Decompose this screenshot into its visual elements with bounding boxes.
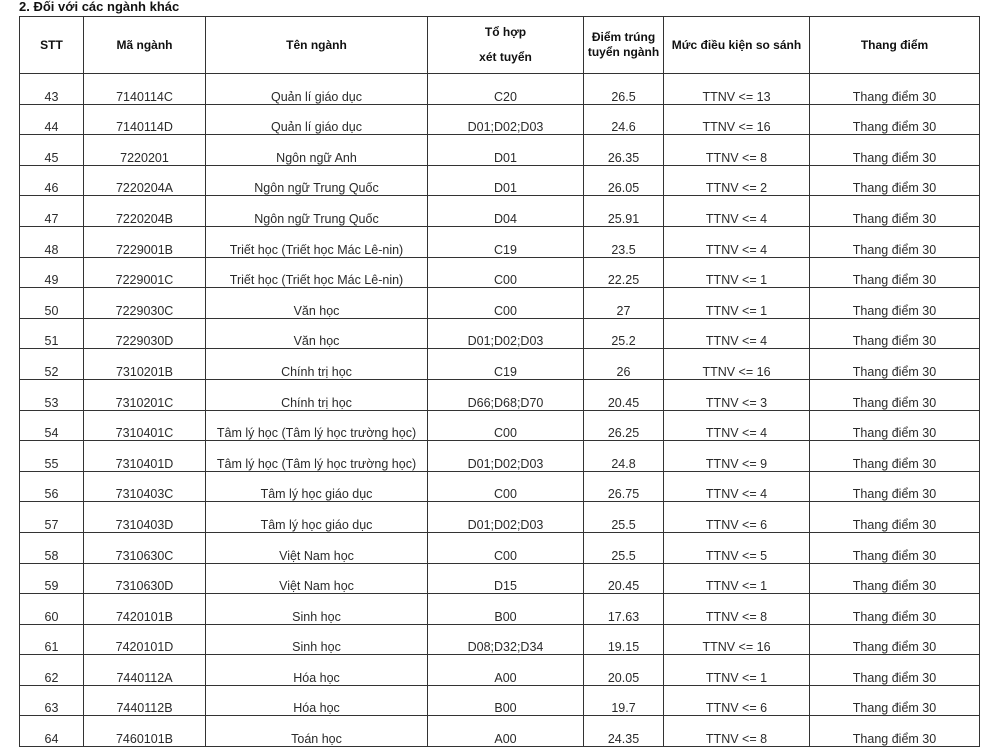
cell-dieu-kien: TTNV <= 4 <box>664 318 810 349</box>
cell-ma-nganh: 7310630C <box>84 532 206 563</box>
cell-ten-nganh: Hóa học <box>206 685 428 716</box>
table-row <box>20 226 980 257</box>
header-ten-nganh: Tên ngành <box>206 17 428 74</box>
cell-to-hop: D66;D68;D70 <box>428 379 584 410</box>
cell-ten-nganh: Ngôn ngữ Trung Quốc <box>206 165 428 196</box>
table-row <box>20 624 980 655</box>
cell-ten-nganh: Chính trị học <box>206 349 428 380</box>
cell-to-hop: C19 <box>428 226 584 257</box>
cell-thang-diem: Thang điểm 30 <box>810 318 980 349</box>
cell-ma-nganh: 7220204B <box>84 196 206 227</box>
cell-stt: 64 <box>20 716 84 747</box>
cell-ma-nganh: 7310403C <box>84 471 206 502</box>
cell-dieu-kien: TTNV <= 5 <box>664 532 810 563</box>
cell-stt: 62 <box>20 655 84 686</box>
cell-stt: 45 <box>20 135 84 166</box>
table-row <box>20 594 980 625</box>
cell-diem: 24.8 <box>584 441 664 472</box>
table-row <box>20 74 980 105</box>
cell-ma-nganh: 7220204A <box>84 165 206 196</box>
cell-ma-nganh: 7140114D <box>84 104 206 135</box>
cell-stt: 54 <box>20 410 84 441</box>
cell-ma-nganh: 7140114C <box>84 74 206 105</box>
cell-stt: 60 <box>20 594 84 625</box>
cell-dieu-kien: TTNV <= 6 <box>664 502 810 533</box>
cell-to-hop: A00 <box>428 716 584 747</box>
cell-diem: 19.7 <box>584 685 664 716</box>
cell-ten-nganh: Việt Nam học <box>206 563 428 594</box>
cell-stt: 63 <box>20 685 84 716</box>
cell-to-hop: A00 <box>428 655 584 686</box>
cell-thang-diem: Thang điểm 30 <box>810 594 980 625</box>
table-row <box>20 502 980 533</box>
cell-ma-nganh: 7310201C <box>84 379 206 410</box>
cell-dieu-kien: TTNV <= 13 <box>664 74 810 105</box>
cell-diem: 26.05 <box>584 165 664 196</box>
header-to-hop <box>428 17 584 74</box>
cell-diem: 26.35 <box>584 135 664 166</box>
cell-stt: 53 <box>20 379 84 410</box>
cell-thang-diem: Thang điểm 30 <box>810 441 980 472</box>
cell-stt: 47 <box>20 196 84 227</box>
cell-dieu-kien: TTNV <= 4 <box>664 226 810 257</box>
cell-ma-nganh: 7310401C <box>84 410 206 441</box>
cell-to-hop: D01 <box>428 135 584 166</box>
cell-dieu-kien: TTNV <= 8 <box>664 135 810 166</box>
cell-thang-diem: Thang điểm 30 <box>810 410 980 441</box>
cell-thang-diem: Thang điểm 30 <box>810 226 980 257</box>
header-diem <box>584 17 664 74</box>
cell-to-hop: D01;D02;D03 <box>428 502 584 533</box>
cell-diem: 25.5 <box>584 502 664 533</box>
header-diem-line2: tuyển ngành <box>587 45 660 59</box>
cell-to-hop: D01;D02;D03 <box>428 441 584 472</box>
cell-dieu-kien: TTNV <= 1 <box>664 288 810 319</box>
cell-ma-nganh: 7420101B <box>84 594 206 625</box>
cell-dieu-kien: TTNV <= 4 <box>664 410 810 441</box>
cell-thang-diem: Thang điểm 30 <box>810 563 980 594</box>
cell-dieu-kien: TTNV <= 1 <box>664 563 810 594</box>
cell-to-hop: C00 <box>428 257 584 288</box>
cell-thang-diem: Thang điểm 30 <box>810 257 980 288</box>
cell-diem: 17.63 <box>584 594 664 625</box>
cell-dieu-kien: TTNV <= 3 <box>664 379 810 410</box>
cell-dieu-kien: TTNV <= 16 <box>664 624 810 655</box>
cell-diem: 20.05 <box>584 655 664 686</box>
cell-to-hop: D08;D32;D34 <box>428 624 584 655</box>
cell-ten-nganh: Chính trị học <box>206 379 428 410</box>
cell-to-hop: C19 <box>428 349 584 380</box>
table-row <box>20 716 980 747</box>
cell-thang-diem: Thang điểm 30 <box>810 532 980 563</box>
cell-ten-nganh: Tâm lý học (Tâm lý học trường học) <box>206 441 428 472</box>
cell-ma-nganh: 7460101B <box>84 716 206 747</box>
cell-thang-diem: Thang điểm 30 <box>810 74 980 105</box>
cell-diem: 25.2 <box>584 318 664 349</box>
cell-dieu-kien: TTNV <= 2 <box>664 165 810 196</box>
cell-ten-nganh: Tâm lý học giáo dục <box>206 471 428 502</box>
table-row <box>20 655 980 686</box>
table-row <box>20 685 980 716</box>
cell-ten-nganh: Tâm lý học giáo dục <box>206 502 428 533</box>
cell-dieu-kien: TTNV <= 1 <box>664 257 810 288</box>
cell-to-hop: C00 <box>428 532 584 563</box>
cell-ten-nganh: Sinh học <box>206 594 428 625</box>
header-thang-diem: Thang điểm <box>810 17 980 74</box>
cell-stt: 57 <box>20 502 84 533</box>
cell-ten-nganh: Văn học <box>206 318 428 349</box>
cell-diem: 20.45 <box>584 379 664 410</box>
cell-diem: 25.5 <box>584 532 664 563</box>
cell-ten-nganh: Sinh học <box>206 624 428 655</box>
header-diem-line1: Điểm trúng <box>591 30 656 44</box>
cell-to-hop: D04 <box>428 196 584 227</box>
cell-to-hop: B00 <box>428 685 584 716</box>
cell-stt: 61 <box>20 624 84 655</box>
cell-stt: 59 <box>20 563 84 594</box>
cell-ma-nganh: 7229030D <box>84 318 206 349</box>
cell-thang-diem: Thang điểm 30 <box>810 288 980 319</box>
cell-thang-diem: Thang điểm 30 <box>810 471 980 502</box>
cell-thang-diem: Thang điểm 30 <box>810 379 980 410</box>
cell-diem: 26.5 <box>584 74 664 105</box>
cell-ten-nganh: Toán học <box>206 716 428 747</box>
table-row <box>20 196 980 227</box>
cell-ten-nganh: Triết học (Triết học Mác Lê-nin) <box>206 257 428 288</box>
cell-thang-diem: Thang điểm 30 <box>810 135 980 166</box>
cell-diem: 25.91 <box>584 196 664 227</box>
cell-stt: 56 <box>20 471 84 502</box>
cell-to-hop: B00 <box>428 594 584 625</box>
cell-ma-nganh: 7440112B <box>84 685 206 716</box>
cell-stt: 51 <box>20 318 84 349</box>
table-row <box>20 257 980 288</box>
header-row <box>20 17 980 74</box>
table-row <box>20 288 980 319</box>
cell-to-hop: C00 <box>428 288 584 319</box>
table-row <box>20 532 980 563</box>
cell-ten-nganh: Tâm lý học (Tâm lý học trường học) <box>206 410 428 441</box>
cell-dieu-kien: TTNV <= 4 <box>664 471 810 502</box>
cell-ma-nganh: 7229001B <box>84 226 206 257</box>
cell-diem: 26 <box>584 349 664 380</box>
cell-thang-diem: Thang điểm 30 <box>810 655 980 686</box>
cell-diem: 24.6 <box>584 104 664 135</box>
cell-dieu-kien: TTNV <= 8 <box>664 594 810 625</box>
cell-dieu-kien: TTNV <= 9 <box>664 441 810 472</box>
cell-stt: 49 <box>20 257 84 288</box>
header-stt: STT <box>20 17 84 74</box>
cell-to-hop: D01;D02;D03 <box>428 318 584 349</box>
cell-dieu-kien: TTNV <= 6 <box>664 685 810 716</box>
cell-dieu-kien: TTNV <= 4 <box>664 196 810 227</box>
cell-diem: 22.25 <box>584 257 664 288</box>
cell-ten-nganh: Triết học (Triết học Mác Lê-nin) <box>206 226 428 257</box>
header-muc-dieu-kien: Mức điều kiện so sánh <box>664 17 810 74</box>
header-ma-nganh: Mã ngành <box>84 17 206 74</box>
cell-stt: 52 <box>20 349 84 380</box>
table-row <box>20 410 980 441</box>
cell-diem: 19.15 <box>584 624 664 655</box>
cell-ma-nganh: 7229001C <box>84 257 206 288</box>
table-row <box>20 379 980 410</box>
cell-ma-nganh: 7229030C <box>84 288 206 319</box>
cell-to-hop: D15 <box>428 563 584 594</box>
cell-thang-diem: Thang điểm 30 <box>810 716 980 747</box>
cell-stt: 44 <box>20 104 84 135</box>
cell-diem: 23.5 <box>584 226 664 257</box>
table-row <box>20 165 980 196</box>
table-row <box>20 349 980 380</box>
cell-to-hop: D01 <box>428 165 584 196</box>
section-title: 2. Đối với các ngành khác <box>19 0 180 14</box>
cell-ten-nganh: Ngôn ngữ Trung Quốc <box>206 196 428 227</box>
table-row <box>20 318 980 349</box>
cell-ten-nganh: Văn học <box>206 288 428 319</box>
table-row <box>20 471 980 502</box>
cell-diem: 26.75 <box>584 471 664 502</box>
cell-stt: 58 <box>20 532 84 563</box>
table-row <box>20 441 980 472</box>
cell-dieu-kien: TTNV <= 8 <box>664 716 810 747</box>
cell-stt: 55 <box>20 441 84 472</box>
cell-thang-diem: Thang điểm 30 <box>810 624 980 655</box>
admissions-table <box>19 16 980 747</box>
cell-to-hop: D01;D02;D03 <box>428 104 584 135</box>
cell-to-hop: C00 <box>428 471 584 502</box>
cell-ma-nganh: 7440112A <box>84 655 206 686</box>
cell-diem: 27 <box>584 288 664 319</box>
cell-ten-nganh: Quản lí giáo dục <box>206 74 428 105</box>
table-row <box>20 563 980 594</box>
table-row <box>20 104 980 135</box>
cell-ma-nganh: 7310401D <box>84 441 206 472</box>
cell-ma-nganh: 7310630D <box>84 563 206 594</box>
cell-ten-nganh: Ngôn ngữ Anh <box>206 135 428 166</box>
cell-stt: 48 <box>20 226 84 257</box>
cell-diem: 20.45 <box>584 563 664 594</box>
cell-ten-nganh: Quản lí giáo dục <box>206 104 428 135</box>
table-row <box>20 135 980 166</box>
cell-diem: 26.25 <box>584 410 664 441</box>
header-to-hop-line2: xét tuyển <box>479 50 532 64</box>
cell-thang-diem: Thang điểm 30 <box>810 502 980 533</box>
cell-to-hop: C00 <box>428 410 584 441</box>
cell-stt: 50 <box>20 288 84 319</box>
cell-thang-diem: Thang điểm 30 <box>810 196 980 227</box>
cell-thang-diem: Thang điểm 30 <box>810 165 980 196</box>
header-to-hop-line1: Tổ hợp <box>484 25 527 39</box>
cell-ma-nganh: 7220201 <box>84 135 206 166</box>
cell-ten-nganh: Hóa học <box>206 655 428 686</box>
cell-to-hop: C20 <box>428 74 584 105</box>
cell-stt: 46 <box>20 165 84 196</box>
cell-dieu-kien: TTNV <= 1 <box>664 655 810 686</box>
cell-thang-diem: Thang điểm 30 <box>810 349 980 380</box>
cell-ma-nganh: 7310403D <box>84 502 206 533</box>
cell-ten-nganh: Việt Nam học <box>206 532 428 563</box>
cell-dieu-kien: TTNV <= 16 <box>664 104 810 135</box>
cell-ma-nganh: 7310201B <box>84 349 206 380</box>
cell-thang-diem: Thang điểm 30 <box>810 685 980 716</box>
cell-dieu-kien: TTNV <= 16 <box>664 349 810 380</box>
cell-thang-diem: Thang điểm 30 <box>810 104 980 135</box>
cell-stt: 43 <box>20 74 84 105</box>
cell-ma-nganh: 7420101D <box>84 624 206 655</box>
cell-diem: 24.35 <box>584 716 664 747</box>
